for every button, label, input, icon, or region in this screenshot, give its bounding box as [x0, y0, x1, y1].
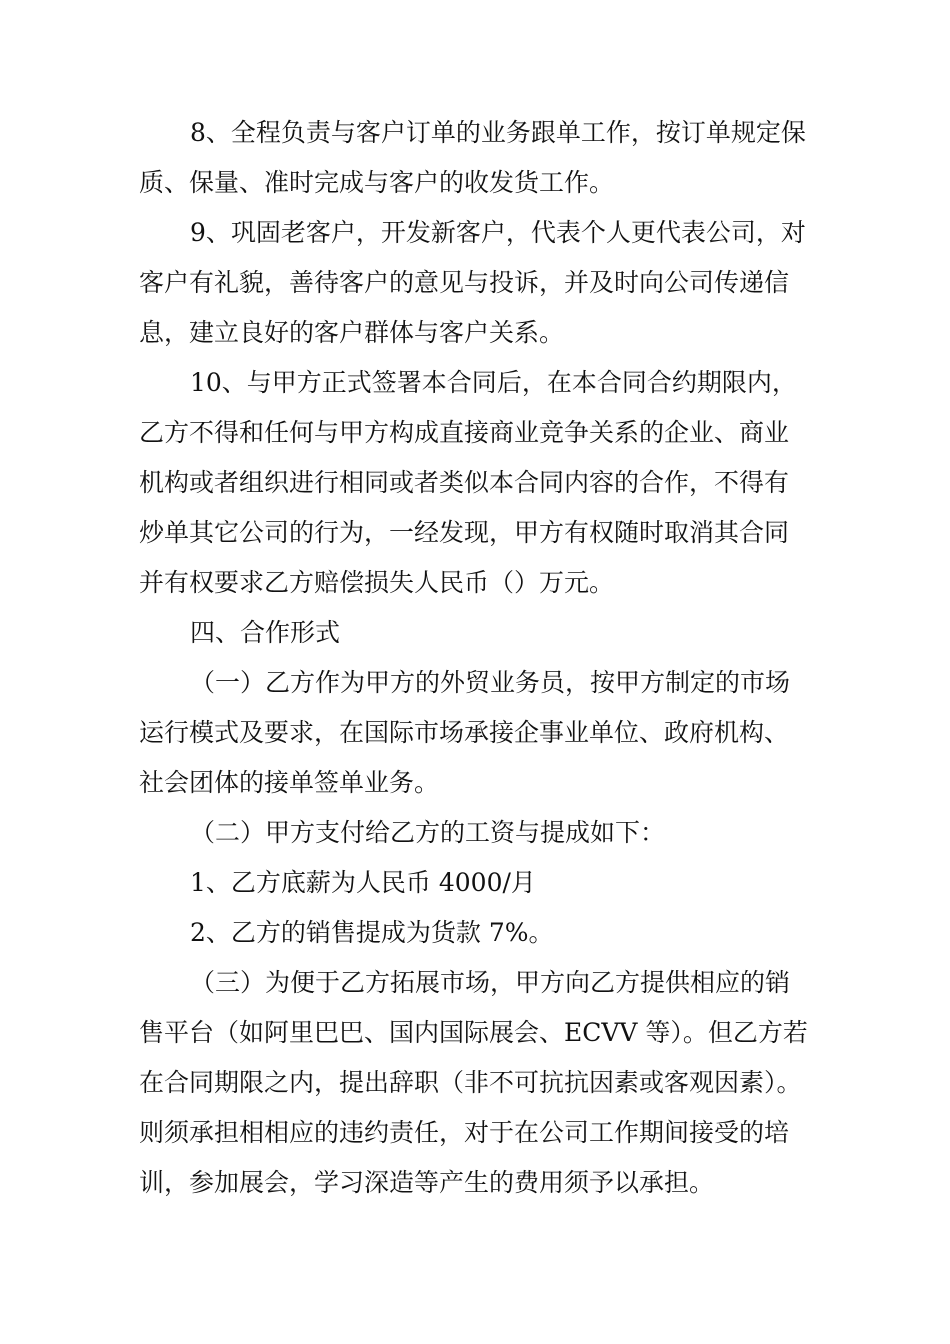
text-line: 8、全程负责与客户订单的业务跟单工作，按订单规定保 [190, 118, 806, 147]
text-line: 客户有礼貌，善待客户的意见与投诉，并及时向公司传递信 [139, 268, 790, 297]
text-line: 社会团体的接单签单业务。 [139, 768, 440, 797]
text-line: 息，建立良好的客户群体与客户关系。 [139, 318, 565, 347]
text-line: （二）甲方支付给乙方的工资与提成如下： [190, 818, 666, 847]
document-body [139, 108, 819, 1208]
text-line: 运行模式及要求，在国际市场承接企事业单位、政府机构、 [139, 718, 790, 747]
text-line: 9、巩固老客户，开发新客户，代表个人更代表公司，对 [190, 218, 806, 247]
text-line: 炒单其它公司的行为，一经发现，甲方有权随时取消其合同 [139, 518, 790, 547]
text-line: （三）为便于乙方拓展市场，甲方向乙方提供相应的销 [190, 968, 791, 997]
text-line: 10、与甲方正式签署本合同后，在本合同合约期限内， [190, 368, 797, 397]
text-line: 1、乙方底薪为人民币 4000/月 [190, 868, 536, 897]
text-line: 训，参加展会，学习深造等产生的费用须予以承担。 [139, 1168, 715, 1197]
text-line: 四、合作形式 [190, 618, 341, 647]
text-line: 则须承担相相应的违约责任，对于在公司工作期间接受的培 [139, 1118, 790, 1147]
text-line: 机构或者组织进行相同或者类似本合同内容的合作，不得有 [139, 468, 790, 497]
text-line: 售平台（如阿里巴巴、国内国际展会、ECVV 等）。但乙方若 [139, 1018, 808, 1047]
text-line: 并有权要求乙方赔偿损失人民币（）万元。 [139, 568, 615, 597]
text-line: （一）乙方作为甲方的外贸业务员，按甲方制定的市场 [190, 668, 791, 697]
text-line: 2、乙方的销售提成为货款 7%。 [190, 918, 554, 947]
text-line: 质、保量、准时完成与客户的收发货工作。 [139, 168, 615, 197]
text-line: 在合同期限之内，提出辞职（非不可抗抗因素或客观因素）。 [139, 1068, 802, 1097]
text-line: 乙方不得和任何与甲方构成直接商业竞争关系的企业、商业 [139, 418, 790, 447]
